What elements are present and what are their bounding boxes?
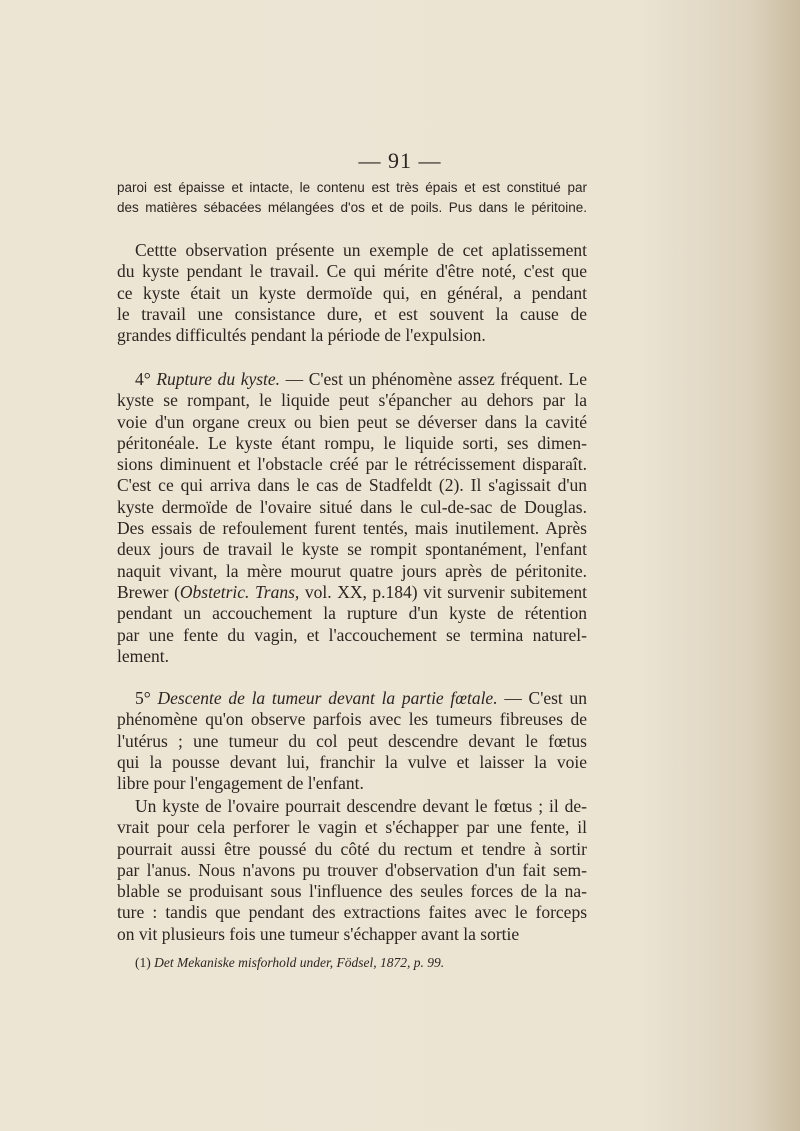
text-line: kyste se rompant, le liquide peut s'épancher au dehors par la	[117, 390, 587, 411]
text-line: libre pour l'engagement de l'enfant.	[117, 773, 364, 794]
text-line: deux jours de travail le kyste se rompit spontanément, l'enfant	[117, 539, 587, 560]
footnote-text: Det Mekaniske misforhold under, Födsel, 1872, p. 99.	[154, 955, 445, 970]
section-heading: Descente de la tumeur devant la partie fœtale.	[157, 688, 498, 708]
text-line: le travail une consistance dure, et est souvent la cause de	[117, 303, 587, 324]
paragraph-rupture	[117, 369, 587, 667]
text-line: qui la pousse devant lui, franchir la vulve et laisser la voie	[117, 751, 587, 772]
footnote	[135, 955, 595, 971]
text-line: par une fente du vagin, et l'accouchement se termina naturel-	[117, 624, 587, 645]
journal-reference: Obstetric. Trans,	[179, 581, 300, 602]
text-run: — C'est un phénomène assez fréquent. Le	[285, 369, 588, 389]
text-line: paroi est épaisse et intacte, le contenu est très épais et est constitué par	[117, 180, 587, 195]
text-line: kyste dermoïde de l'ovaire situé dans le cul-de-sac de Douglas.	[117, 496, 587, 517]
paragraph-kyste-ovaire	[117, 796, 587, 945]
text-line: ce kyste était un kyste dermoïde qui, en général, a pendant	[117, 282, 587, 303]
text-line: voie d'un organe creux ou bien peut se déverser dans la cavité	[117, 411, 587, 432]
section-number: 4°	[135, 369, 151, 389]
text-line: Un kyste de l'ovaire pourrait descendre devant le fœtus ; il de-	[135, 796, 587, 816]
text-line: par l'anus. Nous n'avons pu trouver d'observation d'un fait sem-	[117, 859, 587, 880]
section-heading: Rupture du kyste.	[156, 369, 281, 389]
text-line: du kyste pendant le travail. Ce qui mérite d'être noté, c'est que	[117, 261, 587, 282]
citation-line	[117, 582, 587, 603]
text-line: vrait pour cela perforer le vagin et s'échapper par une fente, il	[117, 817, 587, 838]
section-number: 5°	[135, 688, 151, 708]
text-line: des matières sébacées mélangées d'os et de poils. Pus dans le péritoine.	[117, 200, 587, 215]
text-line: Cettte observation présente un exemple de cet aplatissement	[135, 240, 587, 260]
footnote-number: (1)	[135, 955, 151, 970]
text-line: on vit plusieurs fois une tumeur s'échapper avant la sortie	[117, 923, 520, 944]
text-line: pourrait aussi être poussé du côté du rectum et tendre à sortir	[117, 838, 587, 859]
text-line: ture : tandis que pendant des extractions faites avec le forceps	[117, 902, 587, 923]
text-line: péritonéale. Le kyste étant rompu, le liquide sorti, ses dimen-	[117, 432, 587, 453]
text-line: blable se produisant sous l'influence des seules forces de la na-	[117, 881, 587, 902]
section-heading-line	[117, 369, 587, 390]
text-line: C'est ce qui arriva dans le cas de Stadfeldt (2). Il s'agissait d'un	[117, 475, 587, 496]
paragraph-observation	[117, 240, 587, 346]
text-run: — C'est un	[504, 688, 588, 708]
page-number: — 91 —	[358, 148, 442, 173]
text-line: l'utérus ; une tumeur du col peut descendre devant le fœtus	[117, 730, 587, 751]
text-line: pendant un accouchement la rupture d'un kyste de rétention	[117, 603, 587, 624]
text-run: Brewer (	[117, 581, 180, 602]
section-heading-line	[117, 688, 587, 709]
paragraph-descente	[117, 688, 587, 794]
text-line: naquit vivant, la mère mourut quatre jours après de péritonite.	[117, 560, 587, 581]
text-line: phénomène qu'on observe parfois avec les tumeurs fibreuses de	[117, 709, 587, 730]
text-line: lement.	[117, 645, 169, 666]
text-run: vol. XX, p.184) vit survenir subitement	[299, 581, 587, 602]
text-line: sions diminuent et l'obstacle créé par le rétrécissement disparaît.	[117, 454, 587, 475]
text-line: Des essais de refoulement furent tentés, mais inutilement. Après	[117, 518, 587, 539]
observation-fragment	[117, 178, 587, 218]
text-line: grandes difficultés pendant la période de l'expulsion.	[117, 325, 486, 346]
